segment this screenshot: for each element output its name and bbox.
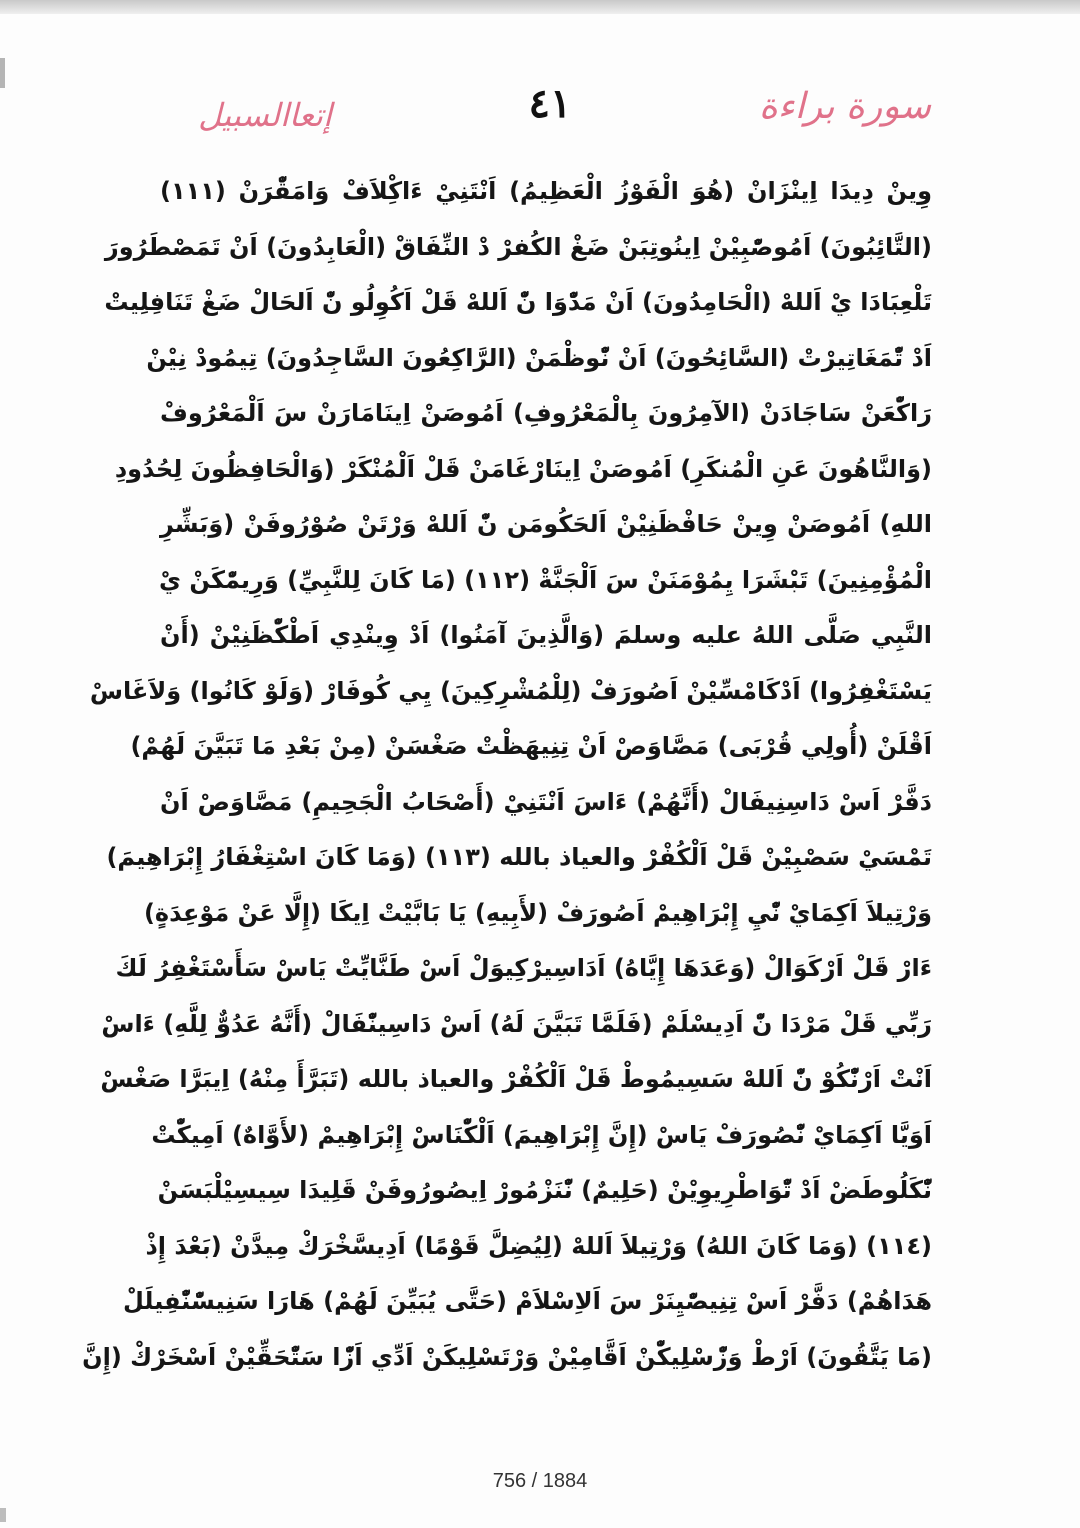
text-line: اَقْلَنْ (أُولِي قُرْبَى) مَصَّاوَصْ اَنْ تِنِيهَظْتْ صَغْسَنْ (مِنْ بَعْدِ مَا تَبَيَّنَ لَهُمْ)	[130, 732, 932, 760]
text-line: تَلْعِبَادَا يْ اَللهْ (الْحَامِدُونَ) اَنْ مَدّْوَا نّْ اَللهْ قَلْ اَكُوِلُو نّْ اَلحَالْ ضَغْ تَنَافِلِيتْ	[104, 288, 932, 316]
text-line: وَرْتِيلاَ اَكِمَايْ نّْيِ إِبْرَاهِيمْ اَصُورَفْ (لأَبِيهِ) يَا بَابَّيْتْ اِيكَا (إِلَّا عَنْ مَوْعِدَةٍ)	[143, 898, 932, 927]
text-line: اللهِ) اَمُوصَنْ وِينْ حَافْظَنِيْنْ اَلحَكُومَن نّْ اَللهْ وَرْتَنْ صُوْرُوفَنْ (وَبَشِّرِ	[160, 510, 932, 538]
scan-top-edge	[0, 0, 1080, 14]
scan-edge-mark	[0, 58, 5, 88]
text-line: هَدَاهُمْ) دَفَّرْ اَسْ تِنِيصّْيِنَرْ سَ اَلاِسْلاَمْ (حَتَّى يُبَيِّنَ لَهُمْ) هَارَا سَنِيسّْنّْفِيلَلْ	[122, 1287, 932, 1315]
text-line: اَنْتْ اَرْنّْكُوْ نّْ اَللهْ سَسِيمُوطْ قَلْ اَلْكُفْرْ والعياذ بالله (تَبَرَّأَ مِنْهُ) اِيبَرَّا صَغْسْ	[100, 1065, 932, 1093]
text-line: يَسْتَغْفِرُوا) اَدْكَامْسِّيْنْ اَصُورَفْ (لِلْمُشْرِكِينَ) يِي كُوفَارْ (وَلَوْ كَانُوا) وَلاَغَاسْ	[89, 676, 932, 705]
text-line: (١١٤) (وَمَا كَانَ اللهُ) وَرْتِيلاَ اَللهْ (لِيُضِلَّ قَوْمًا) اَدِيسَّخْرَكْ مِيدَّنْ (بَعْدَ إِذْ	[145, 1231, 932, 1260]
text-line: اَدْ تّْمَغَاتِيرْتْ (السَّائِحُونَ) اَنْ نّْوظْمَنْ (الرَّاكِعُونَ السَّاجِدُونَ) تِيمُودْ نِيْنْ	[146, 343, 932, 372]
handwritten-surah-title: سورة براءة	[758, 86, 932, 127]
text-line: (التَّائِبُونَ) اَمُوصّْبِيْنْ اِينُوتِبَنْ ضَغْ الكُفرْ دْ النِّفَاقْ (الْعَابِدُونَ) اَنْ تَمَصْطَرُورَ	[104, 232, 932, 261]
page-counter: 756 / 1884	[492, 1470, 588, 1492]
handwritten-note-left: إتعاالسبيل	[198, 96, 332, 134]
text-line: رَبِّي قَلْ مَرْدَا نّْ اَدِيسْلَمْ (فَلَمَّا تَبَيَّنَ لَهُ) اَسْ دَاسِينّْفَالْ (أَنَّهُ عَدُوٌّ لِلَّهِ) ءَاسْ	[101, 1009, 932, 1038]
scan-edge-mark	[0, 1508, 6, 1522]
text-line: تَمْسَيْ سَصْبِيْنْ قَلْ اَلْكُفْرْ والعياذ بالله (١١٣) (وَمَا كَانَ اسْتِغْفَارُ إِبْرَاهِيمَ)	[106, 843, 932, 871]
text-line: وِينْ دِيدَا اِينْزَانْ (هُوَ الْفَوْزُ الْعَظِيمُ) اَنْتَنِيْ ءَاكِْلاَفْ وَامَقّْرَنْ (١١١)	[160, 177, 932, 205]
text-line: (وَالنَّاهُونَ عَنِ الْمُنكَرِ) اَمُوصَنْ اِينَارْغَامَنْ قَلْ اَلْمُنْكَرْ (وَالْحَافِظُونَ لِحُدُودِ	[114, 454, 932, 483]
text-line: (مَا يَتَّقُونَ) اَرْطْ وَزّْسْلِيكّْنْ اَقَّامِيْنْ وَرْتَسْلِيكَنْ اَدِّي اَزّْا سَتّْحَقِّيْنْ اَسْخَرْكْ (إِنَّ	[82, 1342, 932, 1371]
text-line: ءَارْ قَلْ اَرْكَوَالْ (وَعَدَهَا إِيَّاهُ) اَدَاسِيرْكِيوَلْ اَسْ طَنَّايِّتْ يَاسْ سَأَسْتَغْفِرُ لَكَ	[115, 954, 932, 982]
text-line: نّْكَلُوطَضْ اَدْ تّْوَاطْرِيوِيْنْ (حَلِيمٌ) نّْنَزْمُورْ اِيصُورُوفَنْ قَلِيدَا سِيسِيْلْبَسَنْ	[157, 1176, 932, 1204]
text-line: النَّبِي صَلَّى اللهُ عليه وسلمَ (وَالَّذِينَ آمَنُوا) اَدْ وِينْدِي اَطْكّْظَنِيْنْ (أَنْ	[160, 621, 932, 649]
text-line: رَاكّْعَنْ سَاجَادَنْ (الآمِرُونَ بِالْمَعْرُوفِ) اَمُوصَنْ اِينَامَارَنْ سَ اَلْمَعْرُوفْ	[160, 399, 932, 427]
page-number: ٤١	[528, 80, 572, 127]
text-line: دَفَّرْ اَسْ دَاسِنِيفَالْ (أَنَّهُمْ) ءَاسَ اَنْتَنِيْ (أَصْحَابُ الْجَحِيمِ) مَصَّاوَصْ اَنْ	[160, 787, 932, 816]
text-line: الْمُؤْمِنِينَ) تَبْشَرَا يِمُوْمَنَنْ سَ اَلْجَنَّةْ (١١٢) (مَا كَانَ لِلنَّبِيِّ) وَرِيمّْكَنْ يْ	[159, 565, 932, 594]
text-line: اَوَيَّا اَكِمَايْ نّْصُورَفْ يَاسْ (إِنَّ إِبْرَاهِيمَ) اَلْكّْنَاسْ إِبْرَاهِيمْ (لأَوَّاهٌ) اَمِيكّْتْ	[151, 1120, 932, 1149]
text-body	[82, 164, 932, 1385]
